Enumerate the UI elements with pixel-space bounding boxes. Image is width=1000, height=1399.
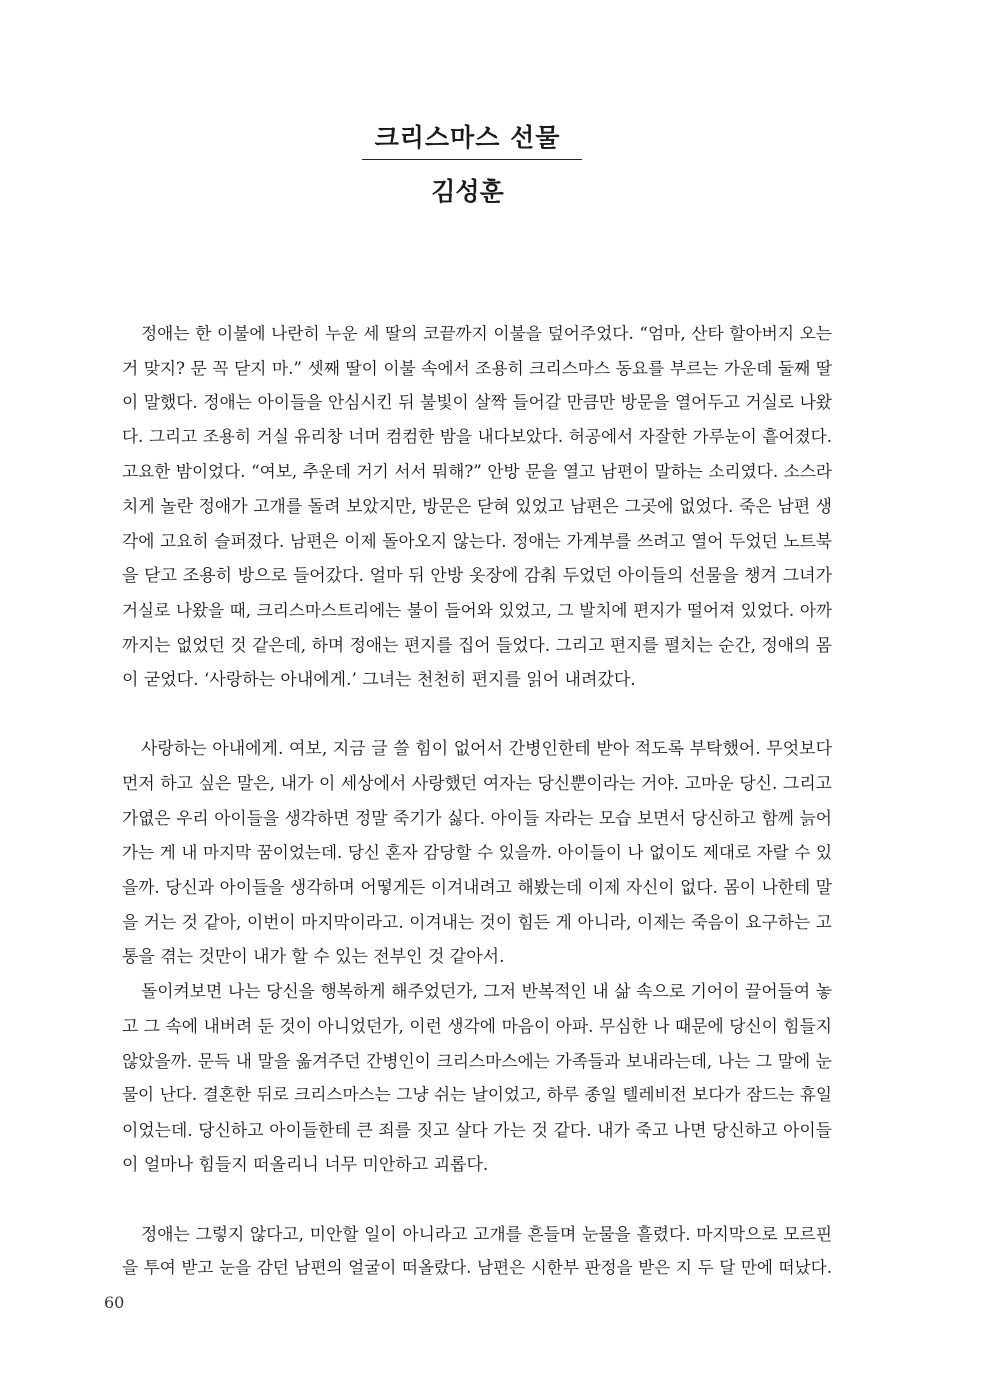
author-name: 김성훈 — [431, 177, 504, 206]
paragraph-2-line: 을 거는 것 같아, 이번이 마지막이라고. 이겨내는 것이 힘든 게 아니라, 이제는 죽음이 요구하는 고 — [122, 912, 832, 932]
paragraph-3-line: 않았을까. 문득 내 말을 옮겨주던 간병인이 크리스마스에는 가족들과 보내라는데, 나는 그 말에 눈 — [122, 1050, 832, 1071]
paragraph-2-line: 가엾은 우리 아이들을 생각하면 정말 죽기가 싫다. 아이들 자라는 모습 보면서 당신하고 함께 늙어 — [122, 807, 832, 828]
paragraph-4-line: 을 투여 받고 눈을 감던 남편의 얼굴이 떠올랐다. 남편은 시한부 판정을 받은 지 두 달 만에 떠났다. — [122, 1258, 832, 1278]
paragraph-1-line: 정애는 한 이불에 나란히 누운 세 딸의 코끝까지 이불을 덮어주었다. “엄마, 산타 할아버지 오는 — [141, 323, 832, 343]
paragraph-4-line: 정애는 그렇지 않다고, 미안할 일이 아니라고 고개를 흔들며 눈물을 흘렸다. 마지막으로 모르핀 — [141, 1223, 832, 1244]
paragraph-3-line: 이 얼마나 힘들지 떠올리니 너무 미안하고 괴롭다. — [122, 1154, 489, 1175]
paragraph-1-line: 이 굳었다. ‘사랑하는 아내에게.’ 그녀는 천천히 편지를 읽어 내려갔다. — [122, 669, 636, 690]
paragraph-3-line: 돌이켜보면 나는 당신을 행복하게 해주었던가, 그저 반복적인 내 삶 속으로 기어이 끌어들여 놓 — [141, 981, 832, 1002]
paragraph-2-line: 가는 게 내 마지막 꿈이었는데. 당신 혼자 감당할 수 있을까. 아이들이 나 없이도 제대로 자랄 수 있 — [122, 842, 832, 862]
paragraph-1-line: 치게 놀란 정애가 고개를 돌려 보았지만, 방문은 닫혀 있었고 남편은 그곳에 없었다. 죽은 남편 생 — [122, 496, 832, 517]
paragraph-1-line: 이 말했다. 정애는 아이들을 안심시킨 뒤 불빛이 살짝 들어갈 만큼만 방문을 열어두고 거실로 나왔 — [122, 392, 832, 413]
page-number: 60 — [104, 1293, 125, 1312]
paragraph-gap — [122, 1183, 832, 1217]
paragraph-2-line: 사랑하는 아내에게. 여보, 지금 글 쓸 힘이 없어서 간병인한테 받아 적도록 부탁했어. 무엇보다 — [141, 738, 832, 759]
title-divider — [362, 159, 582, 160]
paragraph-1-line: 고요한 밤이었다. “여보, 추운데 거기 서서 뭐해?” 안방 문을 열고 남편이 말하는 소리였다. 소스라 — [122, 461, 832, 481]
paragraph-2-line: 먼저 하고 싶은 말은, 내가 이 세상에서 사랑했던 여자는 당신뿐이라는 거야. 고마운 당신. 그리고 — [122, 773, 832, 794]
paragraph-1-line: 을 닫고 조용히 방으로 들어갔다. 얼마 뒤 안방 옷장에 감춰 두었던 아이들의 선물을 챙겨 그녀가 — [122, 565, 832, 586]
paragraph-gap — [122, 698, 832, 732]
story-title: 크리스마스 선물 — [374, 123, 561, 152]
paragraph-3-line: 물이 난다. 결혼한 뒤로 크리스마스는 그냥 쉬는 날이었고, 하루 종일 텔레비전 보다가 잠드는 휴일 — [122, 1085, 832, 1105]
paragraph-3-line: 고 그 속에 내버려 둔 것이 아니었던가, 이런 생각에 마음이 아파. 무심한 나 때문에 당신이 힘들지 — [122, 1016, 832, 1037]
story-body — [122, 316, 832, 1286]
paragraph-1-line: 거실로 나왔을 때, 크리스마스트리에는 불이 들어와 있었고, 그 발치에 편지가 떨어져 있었다. 아까 — [122, 600, 832, 620]
paragraph-2-line: 을까. 당신과 아이들을 생각하며 어떻게든 이겨내려고 해봤는데 이제 자신이 없다. 몸이 나한테 말 — [122, 877, 832, 898]
paragraph-1-line: 거 맞지? 문 꼭 닫지 마.” 셋째 딸이 이불 속에서 조용히 크리스마스 동요를 부르는 가운데 둘째 딸 — [122, 357, 832, 378]
paragraph-1-line: 각에 고요히 슬퍼졌다. 남편은 이제 돌아오지 않는다. 정애는 가계부를 쓰려고 열어 두었던 노트북 — [122, 531, 832, 552]
paragraph-3-line: 이었는데. 당신하고 아이들한테 큰 죄를 짓고 살다 가는 것 같다. 내가 죽고 나면 당신하고 아이들 — [122, 1120, 832, 1141]
paragraph-1-line: 다. 그리고 조용히 거실 유리창 너머 컴컴한 밤을 내다보았다. 허공에서 자잘한 가루눈이 흩어졌다. — [122, 427, 832, 447]
paragraph-1-line: 까지는 없었던 것 같은데, 하며 정애는 편지를 집어 들었다. 그리고 편지를 펼치는 순간, 정애의 몸 — [122, 635, 832, 656]
paragraph-2-line: 통을 겪는 것만이 내가 할 수 있는 전부인 것 같아서. — [122, 946, 505, 967]
